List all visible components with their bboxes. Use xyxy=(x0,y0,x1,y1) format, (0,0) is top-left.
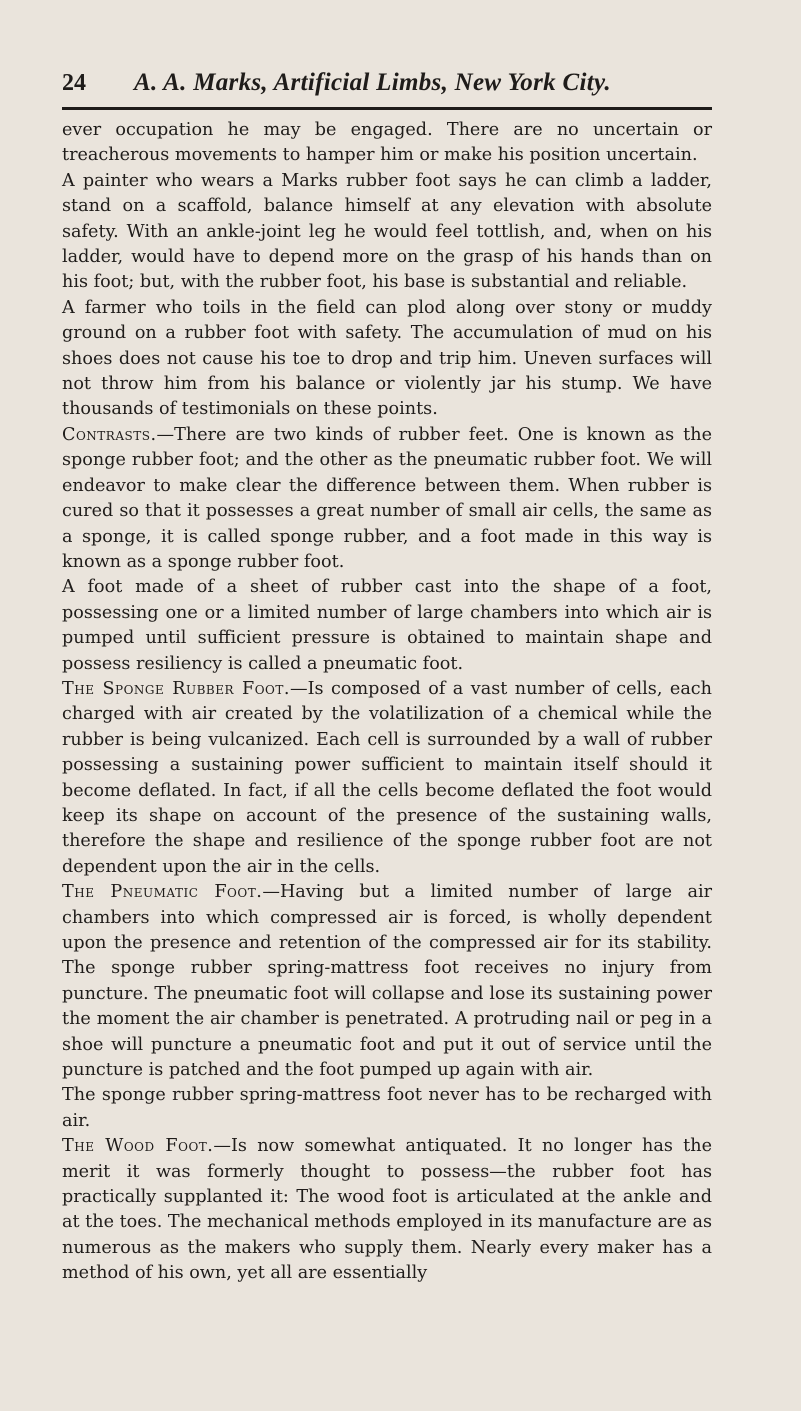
paragraph xyxy=(62,677,712,880)
paragraph-text: A farmer who toils in the field can plod along over stony or muddy ground on a rubber foot with safety. The accumulation of mud on his shoes does not cause his toe to drop and trip him. Uneven surfaces will not throw him from his balance or violently jar his stump. We have thousands of testimonials on these points. xyxy=(62,297,712,420)
body-text xyxy=(62,118,712,1287)
section-heading: The Pneumatic Foot. xyxy=(62,882,263,903)
running-head: A. A. Marks, Artificial Limbs, New York City. xyxy=(134,69,611,96)
paragraph-text: A foot made of a sheet of rubber cast into the shape of a foot, possessing one or a limited number of large chambers into which air is pumped until sufficient pressure is obtained to maintain shape and possess resiliency is called a pneumatic foot. xyxy=(62,577,712,674)
paragraph-text: —Having but a limited number of large air chambers into which compressed air is forced, is wholly dependent upon the presence and retention of the compressed air for its stability. The sponge rubber spring-mattress foot receives no injury from puncture. The pneumatic foot will collapse and lose its sustaining power the moment the air chamber is penetrated. A protruding nail or peg in a shoe will puncture a pneumatic foot and put it out of service until the puncture is patched and the foot pumped up again with air. xyxy=(62,882,712,1081)
paragraph xyxy=(62,423,712,575)
section-heading: The Sponge Rubber Foot. xyxy=(62,678,290,699)
header-rule xyxy=(62,107,712,110)
paragraph xyxy=(62,1083,712,1134)
paragraph xyxy=(62,1134,712,1286)
paragraph xyxy=(62,575,712,677)
paragraph-text: A painter who wears a Marks rubber foot says he can climb a ladder, stand on a scaffold, balance himself at any elevation with absolute safety. With an ankle-joint leg he would feel tottlish, and, when on his ladder, would have to depend more on the grasp of his hands than on his foot; but, with the rubber foot, his base is substantial and reliable. xyxy=(62,170,712,293)
paragraph-text: The sponge rubber spring-mattress foot never has to be recharged with air. xyxy=(62,1085,712,1131)
page-header xyxy=(62,66,712,100)
section-heading: The Wood Foot. xyxy=(62,1136,214,1157)
page-number: 24 xyxy=(62,70,86,96)
paragraph xyxy=(62,118,712,169)
section-heading: Contrasts. xyxy=(62,424,157,445)
paragraph xyxy=(62,296,712,423)
paragraph-text: ever occupation he may be engaged. There are no uncertain or treacherous movements to hamper him or make his position uncertain. xyxy=(62,120,712,166)
paragraph xyxy=(62,169,712,296)
paragraph-text: —There are two kinds of rubber feet. One is known as the sponge rubber foot; and the other as the pneumatic rubber foot. We will endeavor to make clear the difference between them. When rubber is cured so that it possesses a great number of small air cells, the same as a sponge, it is called sponge rubber, and a foot made in this way is known as a sponge rubber foot. xyxy=(62,424,712,572)
paragraph xyxy=(62,880,712,1083)
paragraph-text: —Is composed of a vast number of cells, each charged with air created by the volatilization of a chemical while the rubber is being vulcanized. Each cell is surrounded by a wall of rubber possessing a sustaining power sufficient to maintain itself should it become deflated. In fact, if all the cells become deflated the foot would keep its shape on account of the presence of the sustaining walls, therefore the shape and resilience of the sponge rubber foot are not dependent upon the air in the cells. xyxy=(62,678,712,877)
paragraph-text: —Is now somewhat antiquated. It no longer has the merit it was formerly thought to possess—the rubber foot has practically supplanted it: The wood foot is articulated at the ankle and at the toes. The mechanical methods employed in its manufacture are as numerous as the makers who supply them. Nearly every maker has a method of his own, yet all are essentially xyxy=(62,1136,712,1284)
